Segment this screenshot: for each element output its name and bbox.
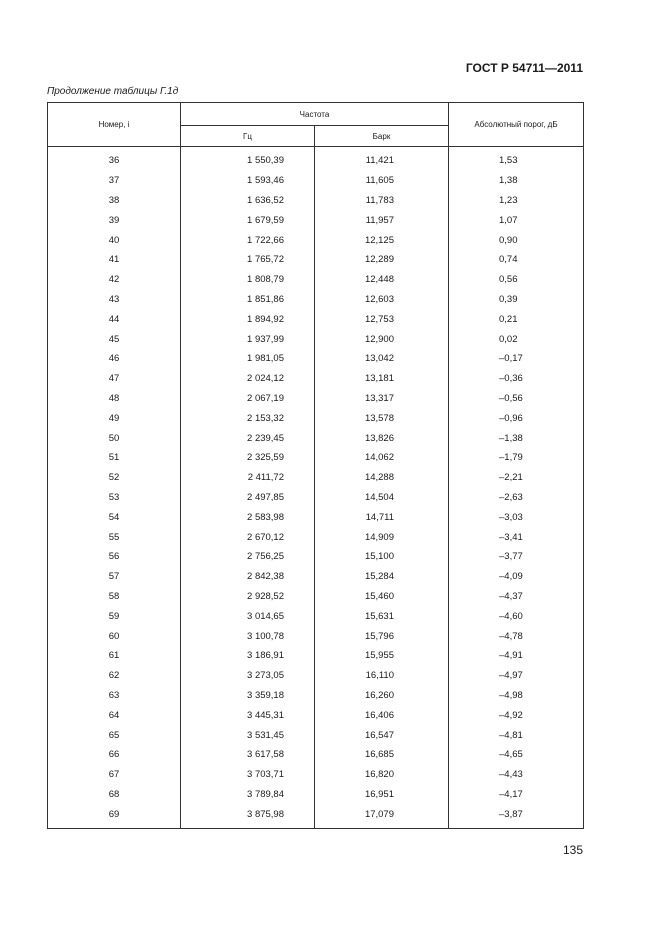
- cell-number: 40: [48, 230, 181, 250]
- cell-hz: 1 679,59: [181, 210, 315, 230]
- cell-bark: 12,900: [315, 329, 449, 349]
- cell-hz: 2 153,32: [181, 408, 315, 428]
- cell-bark: 15,460: [315, 587, 449, 607]
- table-row: [48, 290, 584, 310]
- cell-number: 49: [48, 408, 181, 428]
- cell-hz: 1 550,39: [181, 147, 315, 171]
- cell-hz: 2 067,19: [181, 389, 315, 409]
- cell-threshold: –1,79: [449, 448, 584, 468]
- header-frequency: Частота: [181, 103, 449, 126]
- cell-threshold: –4,43: [449, 765, 584, 785]
- cell-bark: 15,100: [315, 547, 449, 567]
- cell-threshold: –0,96: [449, 408, 584, 428]
- table-row: [48, 587, 584, 607]
- cell-hz: 2 756,25: [181, 547, 315, 567]
- table-row: [48, 804, 584, 828]
- cell-bark: 12,448: [315, 270, 449, 290]
- cell-number: 37: [48, 171, 181, 191]
- cell-bark: 17,079: [315, 804, 449, 828]
- cell-threshold: 1,23: [449, 191, 584, 211]
- cell-bark: 16,685: [315, 745, 449, 765]
- page-number: 135: [562, 843, 583, 857]
- cell-threshold: –4,97: [449, 666, 584, 686]
- cell-threshold: –2,63: [449, 488, 584, 508]
- table-row: [48, 765, 584, 785]
- table-row: [48, 250, 584, 270]
- cell-number: 52: [48, 468, 181, 488]
- cell-threshold: 0,74: [449, 250, 584, 270]
- cell-hz: 3 703,71: [181, 765, 315, 785]
- cell-number: 59: [48, 606, 181, 626]
- cell-bark: 15,955: [315, 646, 449, 666]
- cell-threshold: –1,38: [449, 428, 584, 448]
- cell-bark: 14,909: [315, 527, 449, 547]
- table-row: [48, 705, 584, 725]
- cell-bark: 14,711: [315, 507, 449, 527]
- cell-bark: 11,783: [315, 191, 449, 211]
- table-row: [48, 547, 584, 567]
- table-row: [48, 626, 584, 646]
- table-row: [48, 270, 584, 290]
- cell-bark: 11,957: [315, 210, 449, 230]
- cell-threshold: –4,92: [449, 705, 584, 725]
- cell-threshold: 0,02: [449, 329, 584, 349]
- header-threshold: Абсолютный порог, дБ: [449, 103, 584, 147]
- cell-number: 56: [48, 547, 181, 567]
- cell-number: 53: [48, 488, 181, 508]
- cell-number: 44: [48, 309, 181, 329]
- table-row: [48, 646, 584, 666]
- cell-hz: 1 722,66: [181, 230, 315, 250]
- cell-bark: 13,181: [315, 369, 449, 389]
- cell-number: 65: [48, 725, 181, 745]
- table-row: [48, 171, 584, 191]
- cell-number: 45: [48, 329, 181, 349]
- cell-hz: 3 186,91: [181, 646, 315, 666]
- cell-hz: 3 789,84: [181, 785, 315, 805]
- table-row: [48, 408, 584, 428]
- cell-hz: 1 636,52: [181, 191, 315, 211]
- cell-bark: 11,421: [315, 147, 449, 171]
- cell-number: 63: [48, 686, 181, 706]
- cell-bark: 16,951: [315, 785, 449, 805]
- cell-bark: 16,406: [315, 705, 449, 725]
- cell-bark: 12,753: [315, 309, 449, 329]
- cell-number: 57: [48, 567, 181, 587]
- table-row: [48, 686, 584, 706]
- cell-threshold: –0,36: [449, 369, 584, 389]
- cell-threshold: –0,17: [449, 349, 584, 369]
- table-row: [48, 666, 584, 686]
- cell-threshold: –4,91: [449, 646, 584, 666]
- cell-threshold: –3,87: [449, 804, 584, 828]
- cell-hz: 1 851,86: [181, 290, 315, 310]
- cell-hz: 2 325,59: [181, 448, 315, 468]
- cell-hz: 3 359,18: [181, 686, 315, 706]
- cell-hz: 2 239,45: [181, 428, 315, 448]
- cell-threshold: 0,56: [449, 270, 584, 290]
- header-number: Номер, i: [48, 103, 181, 147]
- table-row: [48, 428, 584, 448]
- cell-number: 62: [48, 666, 181, 686]
- table-row: [48, 210, 584, 230]
- table-row: [48, 507, 584, 527]
- cell-hz: 3 273,05: [181, 666, 315, 686]
- cell-number: 38: [48, 191, 181, 211]
- cell-hz: 2 928,52: [181, 587, 315, 607]
- data-table: [47, 102, 584, 829]
- cell-hz: 2 583,98: [181, 507, 315, 527]
- cell-hz: 3 875,98: [181, 804, 315, 828]
- table-row: [48, 785, 584, 805]
- cell-bark: 16,547: [315, 725, 449, 745]
- cell-bark: 12,289: [315, 250, 449, 270]
- cell-number: 48: [48, 389, 181, 409]
- cell-bark: 15,796: [315, 626, 449, 646]
- table-row: [48, 725, 584, 745]
- cell-bark: 12,125: [315, 230, 449, 250]
- cell-hz: 1 894,92: [181, 309, 315, 329]
- cell-bark: 16,820: [315, 765, 449, 785]
- table-body: [48, 147, 584, 829]
- table-row: [48, 349, 584, 369]
- cell-hz: 1 937,99: [181, 329, 315, 349]
- cell-number: 50: [48, 428, 181, 448]
- cell-hz: 1 808,79: [181, 270, 315, 290]
- cell-threshold: –4,78: [449, 626, 584, 646]
- cell-bark: 16,110: [315, 666, 449, 686]
- cell-number: 67: [48, 765, 181, 785]
- cell-number: 69: [48, 804, 181, 828]
- table-row: [48, 527, 584, 547]
- cell-number: 47: [48, 369, 181, 389]
- cell-number: 46: [48, 349, 181, 369]
- cell-hz: 1 981,05: [181, 349, 315, 369]
- table-row: [48, 230, 584, 250]
- cell-bark: 13,578: [315, 408, 449, 428]
- cell-bark: 14,062: [315, 448, 449, 468]
- cell-hz: 3 014,65: [181, 606, 315, 626]
- cell-number: 39: [48, 210, 181, 230]
- cell-number: 55: [48, 527, 181, 547]
- cell-number: 54: [48, 507, 181, 527]
- cell-threshold: 1,53: [449, 147, 584, 171]
- cell-number: 36: [48, 147, 181, 171]
- cell-threshold: –3,41: [449, 527, 584, 547]
- cell-hz: 2 670,12: [181, 527, 315, 547]
- cell-number: 60: [48, 626, 181, 646]
- cell-hz: 3 100,78: [181, 626, 315, 646]
- table-row: [48, 606, 584, 626]
- cell-threshold: –2,21: [449, 468, 584, 488]
- cell-hz: 3 531,45: [181, 725, 315, 745]
- table-row: [48, 147, 584, 171]
- table-row: [48, 369, 584, 389]
- table-row: [48, 309, 584, 329]
- cell-bark: 13,826: [315, 428, 449, 448]
- cell-threshold: 1,38: [449, 171, 584, 191]
- document-code: ГОСТ Р 54711—2011: [465, 61, 583, 75]
- cell-bark: 11,605: [315, 171, 449, 191]
- cell-number: 61: [48, 646, 181, 666]
- cell-hz: 3 445,31: [181, 705, 315, 725]
- cell-bark: 15,631: [315, 606, 449, 626]
- cell-threshold: –3,77: [449, 547, 584, 567]
- cell-number: 43: [48, 290, 181, 310]
- cell-bark: 14,288: [315, 468, 449, 488]
- table-row: [48, 448, 584, 468]
- cell-bark: 13,317: [315, 389, 449, 409]
- table-row: [48, 567, 584, 587]
- cell-threshold: –4,09: [449, 567, 584, 587]
- cell-hz: 1 593,46: [181, 171, 315, 191]
- cell-hz: 2 024,12: [181, 369, 315, 389]
- cell-number: 68: [48, 785, 181, 805]
- cell-threshold: –4,60: [449, 606, 584, 626]
- table-row: [48, 488, 584, 508]
- cell-hz: 1 765,72: [181, 250, 315, 270]
- cell-threshold: –3,03: [449, 507, 584, 527]
- cell-threshold: –4,65: [449, 745, 584, 765]
- cell-number: 64: [48, 705, 181, 725]
- table-row: [48, 389, 584, 409]
- cell-number: 51: [48, 448, 181, 468]
- header-hz: Гц: [181, 126, 315, 147]
- table-row: [48, 745, 584, 765]
- table-row: [48, 468, 584, 488]
- cell-bark: 15,284: [315, 567, 449, 587]
- cell-number: 41: [48, 250, 181, 270]
- table-caption: Продолжение таблицы Г.1д: [47, 86, 179, 97]
- table-row: [48, 329, 584, 349]
- cell-threshold: 0,39: [449, 290, 584, 310]
- cell-threshold: 0,21: [449, 309, 584, 329]
- cell-bark: 16,260: [315, 686, 449, 706]
- cell-threshold: –0,56: [449, 389, 584, 409]
- cell-hz: 2 842,38: [181, 567, 315, 587]
- table-row: [48, 191, 584, 211]
- cell-threshold: 0,90: [449, 230, 584, 250]
- cell-bark: 12,603: [315, 290, 449, 310]
- cell-bark: 14,504: [315, 488, 449, 508]
- cell-number: 58: [48, 587, 181, 607]
- cell-hz: 2 411,72: [181, 468, 315, 488]
- cell-number: 66: [48, 745, 181, 765]
- cell-threshold: –4,17: [449, 785, 584, 805]
- cell-hz: 3 617,58: [181, 745, 315, 765]
- cell-threshold: –4,37: [449, 587, 584, 607]
- cell-threshold: –4,98: [449, 686, 584, 706]
- cell-threshold: –4,81: [449, 725, 584, 745]
- cell-number: 42: [48, 270, 181, 290]
- cell-threshold: 1,07: [449, 210, 584, 230]
- cell-hz: 2 497,85: [181, 488, 315, 508]
- header-bark: Барк: [315, 126, 449, 147]
- cell-bark: 13,042: [315, 349, 449, 369]
